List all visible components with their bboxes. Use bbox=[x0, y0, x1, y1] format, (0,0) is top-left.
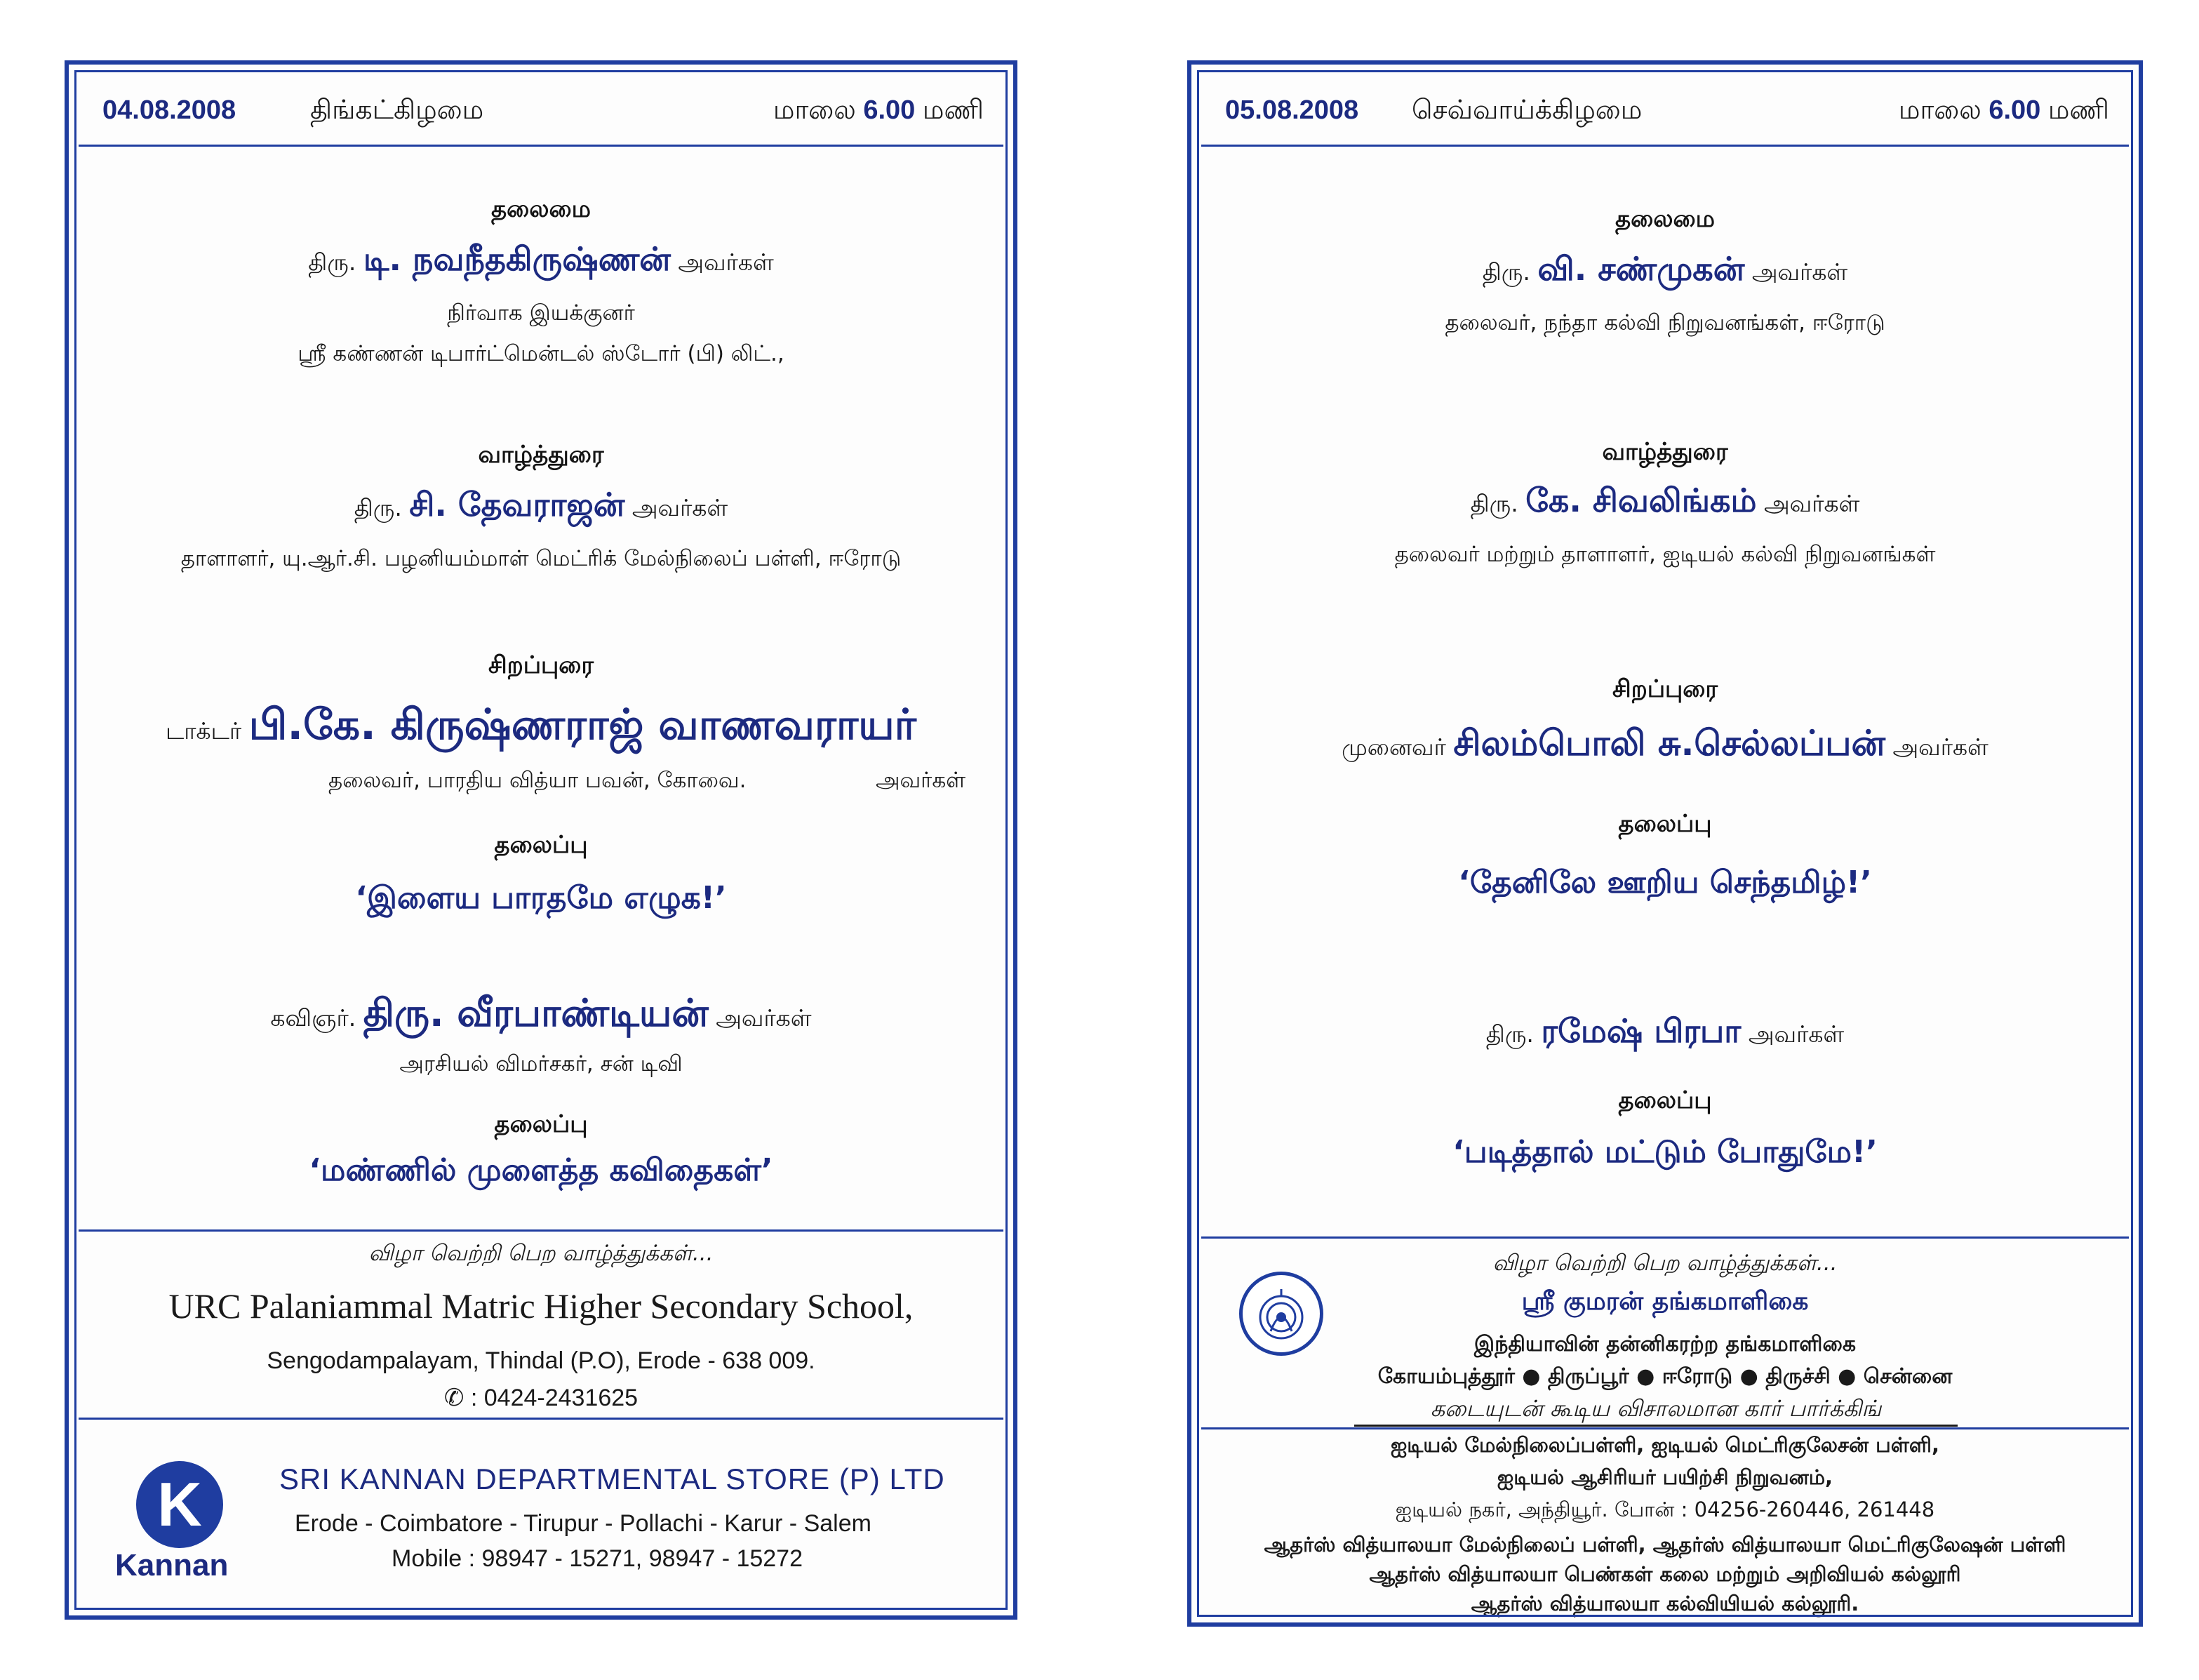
left-topic1-heading: தலைப்பு bbox=[494, 831, 588, 859]
store-mobile: Mobile : 98947 - 15271, 98947 - 15272 bbox=[392, 1545, 803, 1572]
left-greeting-role: தாளாளர், யு.ஆர்.சி. பழனியம்மாள் மெட்ரிக் மேல்நிலைப் பள்ளி, ஈரோடு bbox=[180, 546, 902, 571]
left-day: திங்கட்கிழமை bbox=[310, 95, 484, 125]
left-date: 04.08.2008 bbox=[102, 95, 236, 125]
left-poet-role: அரசியல் விமர்சகர், சன் டிவி bbox=[399, 1051, 683, 1076]
right-wish: விழா வெற்றி பெற வாழ்த்துக்கள்... bbox=[1492, 1251, 1838, 1276]
left-topic2-text: ‘மண்ணில் முளைத்த கவிதைகள்’ bbox=[309, 1152, 773, 1188]
jeweller-name: ஸ்ரீ குமரன் தங்கமாளிகை bbox=[1521, 1287, 1809, 1316]
institution-line-4: ஆதர்ஸ் வித்யாலயா மேல்நிலைப் பள்ளி, ஆதர்ஸ் வித்யாலயா மெட்ரிகுலேஷன் பள்ளி bbox=[1264, 1533, 2066, 1556]
left-time-value: 6.00 bbox=[863, 95, 916, 125]
left-special-name: பி.கே. கிருஷ்ணராஜ் வாணவராயர் bbox=[248, 700, 916, 749]
right-chair-suffix: அவர்கள் bbox=[1751, 258, 1848, 286]
right-chair-name-line bbox=[1191, 250, 2139, 293]
right-special-heading: சிறப்புரை bbox=[1612, 675, 1718, 703]
left-header bbox=[79, 74, 1003, 147]
left-chair-org: ஸ்ரீ கண்ணன் டிபார்ட்மென்டல் ஸ்டோர் (பி) லிட்., bbox=[298, 341, 784, 366]
institution-line-6: ஆதர்ஸ் வித்யாலயா கல்வியியல் கல்லூரி. bbox=[1471, 1592, 1859, 1615]
left-special-title: டாக்டர் bbox=[165, 717, 242, 745]
store-name: SRI KANNAN DEPARTMENTAL STORE (P) LTD bbox=[279, 1462, 945, 1495]
left-wish: விழா வெற்றி பெற வாழ்த்துக்கள்... bbox=[368, 1241, 714, 1266]
right-time bbox=[1899, 95, 2109, 129]
jeweller-cities: கோயம்புத்தூர் ● திருப்பூர் ● ஈரோடு ● திருச்சி ● சென்னை bbox=[1377, 1364, 1953, 1389]
parking-banner: கடையுடன் கூடிய விசாலமான கார் பார்க்கிங் bbox=[1354, 1395, 1958, 1427]
right-day: செவ்வாய்க்கிழமை bbox=[1412, 95, 1643, 125]
left-special-name-line bbox=[69, 700, 1013, 755]
left-chair-name-line bbox=[69, 240, 1013, 283]
left-sponsor-divider bbox=[79, 1229, 1003, 1232]
right-topic1-heading: தலைப்பு bbox=[1618, 810, 1712, 838]
left-poet-name: திரு. வீரபாண்டியன் bbox=[363, 991, 709, 1035]
right-chair-heading: தலைமை bbox=[1615, 205, 1716, 233]
right-speaker-suffix: அவர்கள் bbox=[1748, 1020, 1845, 1048]
right-special-suffix: அவர்கள் bbox=[1892, 733, 1989, 761]
right-topic2-text: ‘படித்தால் மட்டும் போதுமே!’ bbox=[1452, 1134, 1878, 1170]
right-time-value: 6.00 bbox=[1989, 95, 2041, 125]
left-greeting-title: திரு. bbox=[354, 494, 402, 521]
kannan-logo-letter: K bbox=[157, 1469, 202, 1539]
left-school-address: Sengodampalayam, Thindal (P.O), Erode - 638 009. bbox=[267, 1347, 815, 1374]
right-invitation-panel bbox=[1187, 60, 2143, 1627]
right-greeting-role: தலைவர் மற்றும் தாளாளர், ஐடியல் கல்வி நிறுவனங்கள் bbox=[1394, 542, 1936, 567]
right-greeting-name: கே. சிவலிங்கம் bbox=[1525, 481, 1757, 519]
phone-icon: ✆ : 0424-2431625 bbox=[443, 1385, 639, 1411]
left-time-unit: மணி bbox=[922, 95, 984, 125]
left-poet-name-line bbox=[69, 991, 1013, 1041]
left-topic1-text: ‘இளைய பாரதமே எழுக!’ bbox=[355, 880, 727, 916]
left-time bbox=[773, 95, 984, 129]
right-time-unit: மணி bbox=[2047, 95, 2109, 125]
left-greeting-suffix: அவர்கள் bbox=[631, 494, 728, 521]
right-special-name-line bbox=[1191, 723, 2139, 768]
right-speaker-name-line bbox=[1191, 1012, 2139, 1055]
right-greeting-suffix: அவர்கள் bbox=[1763, 490, 1860, 517]
left-special-role: தலைவர், பாரதிய வித்யா பவன், கோவை. bbox=[328, 768, 747, 793]
left-topic2-heading: தலைப்பு bbox=[494, 1110, 588, 1138]
right-speaker-name: ரமேஷ் பிரபா bbox=[1541, 1012, 1742, 1050]
right-special-title: முனைவர் bbox=[1342, 733, 1446, 761]
store-cities: Erode - Coimbatore - Tirupur - Pollachi - Karur - Salem bbox=[295, 1510, 871, 1537]
right-speaker-title: திரு. bbox=[1485, 1020, 1534, 1048]
left-greeting-name: சி. தேவராஜன் bbox=[409, 486, 625, 524]
right-time-label: மாலை bbox=[1898, 95, 1981, 125]
right-chair-name: வி. சண்முகன் bbox=[1537, 250, 1745, 288]
right-greeting-name-line bbox=[1191, 481, 2139, 524]
right-date: 05.08.2008 bbox=[1225, 95, 1359, 125]
left-chair-suffix: அவர்கள் bbox=[678, 248, 774, 276]
left-greeting-heading: வாழ்த்துரை bbox=[478, 441, 604, 469]
left-chair-title: திரு. bbox=[308, 248, 356, 276]
left-school-name: URC Palaniammal Matric Higher Secondary School, bbox=[168, 1286, 914, 1326]
institution-line-2: ஐடியல் ஆசிரியர் பயிற்சி நிறுவனம், bbox=[1497, 1465, 1833, 1489]
institution-line-5: ஆதர்ஸ் வித்யாலயா பெண்கள் கலை மற்றும் அறிவியல் கல்லூரி bbox=[1369, 1562, 1961, 1586]
right-topic2-heading: தலைப்பு bbox=[1618, 1086, 1712, 1114]
left-invitation-panel bbox=[65, 60, 1017, 1620]
left-chair-name: டி. நவநீதகிருஷ்ணன் bbox=[363, 240, 671, 278]
right-sponsor-divider bbox=[1201, 1236, 2129, 1239]
left-chair-role: நிர்வாக இயக்குனர் bbox=[447, 300, 635, 326]
left-special-suffix: அவர்கள் bbox=[876, 768, 966, 793]
kannan-logo-word: Kannan bbox=[115, 1548, 229, 1582]
jeweller-tagline: இந்தியாவின் தன்னிகரற்ற தங்கமாளிகை bbox=[1473, 1332, 1857, 1356]
institution-line-3: ஐடியல் நகர், அந்தியூர். போன் : 04256-260446, 261448 bbox=[1395, 1498, 1935, 1521]
institution-line-1: ஐடியல் மேல்நிலைப்பள்ளி, ஐடியல் மெட்ரிகுலேசன் பள்ளி, bbox=[1390, 1433, 1940, 1457]
right-chair-role: தலைவர், நந்தா கல்வி நிறுவனங்கள், ஈரோடு bbox=[1445, 310, 1885, 335]
left-chair-heading: தலைமை bbox=[490, 195, 591, 223]
left-poet-suffix: அவர்கள் bbox=[716, 1004, 812, 1032]
left-greeting-name-line bbox=[69, 486, 1013, 528]
left-store-divider bbox=[79, 1418, 1003, 1420]
right-institutions-divider bbox=[1201, 1427, 2129, 1429]
right-greeting-heading: வாழ்த்துரை bbox=[1602, 438, 1728, 466]
left-poet-title: கவிஞர். bbox=[270, 1004, 356, 1032]
right-header bbox=[1201, 74, 2129, 147]
left-time-label: மாலை bbox=[773, 95, 856, 125]
right-special-name: சிலம்பொலி சு.செல்லப்பன் bbox=[1453, 723, 1885, 764]
right-chair-title: திரு. bbox=[1482, 258, 1530, 286]
right-topic1-text: ‘தேனிலே ஊறிய செந்தமிழ்!’ bbox=[1458, 865, 1872, 900]
left-special-heading: சிறப்புரை bbox=[488, 651, 594, 679]
left-school-phone bbox=[69, 1384, 1013, 1412]
kannan-k-logo-icon bbox=[136, 1461, 223, 1548]
right-greeting-title: திரு. bbox=[1470, 490, 1518, 517]
